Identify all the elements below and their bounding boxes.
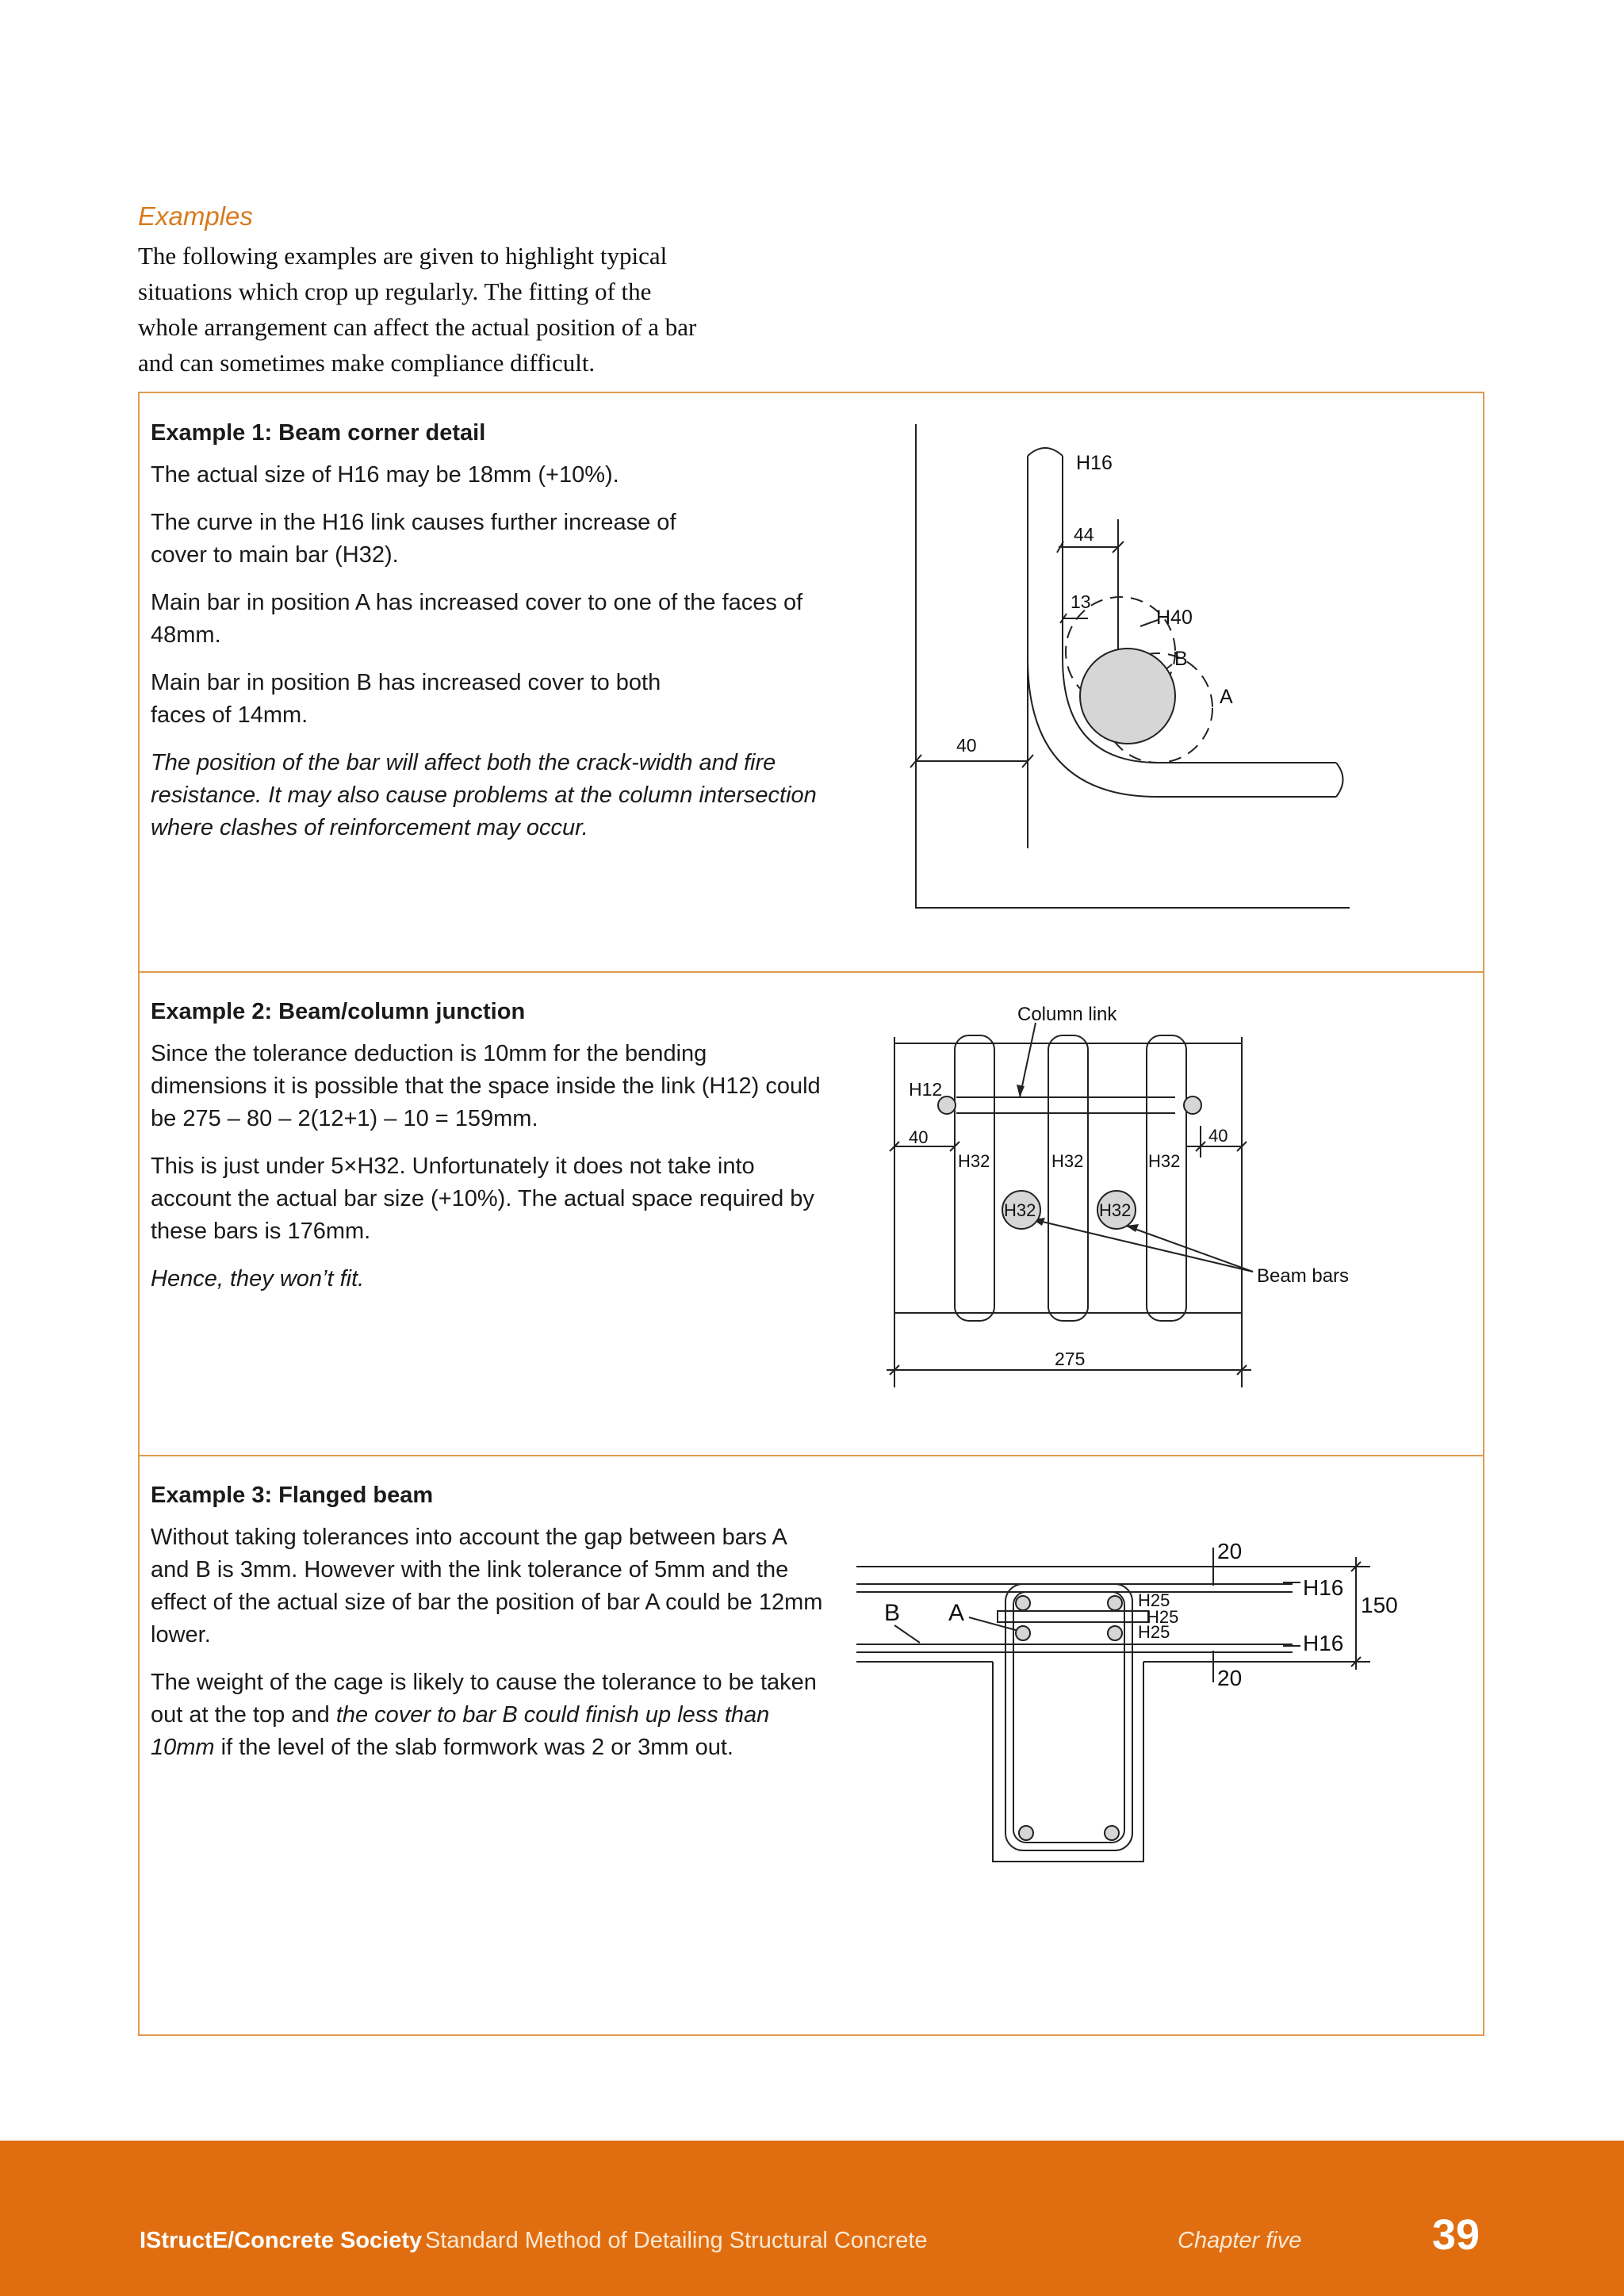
label-h12: H12 <box>909 1079 943 1100</box>
page-number: 39 <box>1432 2211 1480 2259</box>
example1-text <box>151 417 825 859</box>
label-b: B <box>884 1600 901 1626</box>
label-h32-col3: H32 <box>1148 1151 1181 1171</box>
example2-p2: This is just under 5×H32. Unfortunately it does not take into account the actual bar size (+10%). The actual space required by these bars is 176mm. <box>151 1154 814 1244</box>
label-20-bottom: 20 <box>1217 1666 1243 1690</box>
bottom-bar-left <box>1019 1826 1033 1840</box>
flanged-beam-diagram <box>841 1506 1411 1871</box>
example3-p2: The weight of the cage is likely to cause the tolerance to be taken out at the top and the cover to bar B could finish up less than 10mm if the level of the slab formwork was 2 or 3mm out. <box>151 1670 817 1760</box>
example1-p4: Main bar in position B has increased cover to both faces of 14mm. <box>151 670 661 728</box>
h12-bar-right <box>1184 1096 1201 1114</box>
example2-p1: Since the tolerance deduction is 10mm for the bending dimensions it is possible that the space inside the link (H12) could be 275 – 80 – 2(12+1) – 10 = 159mm. <box>151 1041 821 1131</box>
bar-a <box>1016 1626 1030 1640</box>
label-40: 40 <box>956 735 977 756</box>
label-h40: H40 <box>1156 607 1193 629</box>
page-footer <box>0 2141 1624 2296</box>
beam-corner-diagram <box>872 412 1364 920</box>
label-a: A <box>1220 686 1233 708</box>
intro-paragraph: The following examples are given to highlight typical situations which crop up regularly. The fitting of the whole arrangement can affect the actual position of a bar and can sometimes make compliance difficult. <box>138 242 697 377</box>
label-275: 275 <box>1055 1349 1086 1369</box>
label-a: A <box>948 1600 965 1626</box>
label-h32-beam2: H32 <box>1099 1200 1132 1220</box>
footer-title: Standard Method of Detailing Structural Concrete <box>425 2228 928 2253</box>
beam-column-junction-diagram <box>872 991 1380 1403</box>
label-h32-beam1: H32 <box>1004 1200 1036 1220</box>
label-h32-col1: H32 <box>958 1151 990 1171</box>
example1-p5: The position of the bar will affect both the crack-width and fire resistance. It may also cause problems at the column intersection where clashes of reinforcement may occur. <box>151 750 817 840</box>
example2-text <box>151 996 825 1311</box>
h25-bar-mid-right <box>1108 1626 1122 1640</box>
label-b: B <box>1174 648 1188 670</box>
bottom-bar-right <box>1105 1826 1119 1840</box>
main-bar-b <box>1080 649 1175 744</box>
example1-title: Example 1: Beam corner detail <box>151 420 486 446</box>
link-end <box>1336 763 1343 797</box>
label-40-right: 40 <box>1208 1126 1228 1146</box>
label-h16: H16 <box>1076 452 1113 474</box>
label-h16-bottom: H16 <box>1303 1631 1344 1655</box>
divider-2 <box>138 1455 1484 1456</box>
example3-title: Example 3: Flanged beam <box>151 1483 434 1508</box>
column-bar-h32-1 <box>955 1035 994 1321</box>
column-bar-h32-3 <box>1147 1035 1186 1321</box>
example3-text <box>151 1479 825 1779</box>
example3-p1: Without taking tolerances into account the gap between bars A and B is 3mm. However with the link tolerance of 5mm and the effect of the actual size of bar the position of bar A could be 12mm lower. <box>151 1525 823 1647</box>
label-column-link: Column link <box>1017 1004 1117 1025</box>
label-h25-2: H25 <box>1147 1607 1179 1627</box>
link-top-end <box>1028 448 1063 456</box>
footer-org: IStructE/Concrete Society <box>140 2228 423 2253</box>
example1-p3: Main bar in position A has increased cover to one of the faces of 48mm. <box>151 590 803 648</box>
label-h25-3: H25 <box>1138 1622 1170 1642</box>
example2-title: Example 2: Beam/column junction <box>151 999 526 1024</box>
section-heading: Examples <box>138 201 253 231</box>
label-h25-1: H25 <box>1138 1590 1170 1610</box>
h25-bar-top-left <box>1016 1596 1030 1610</box>
label-150: 150 <box>1361 1593 1398 1617</box>
example2-p3: Hence, they won’t fit. <box>151 1266 365 1292</box>
example1-p2: The curve in the H16 link causes further increase of cover to main bar (H32). <box>151 510 676 568</box>
label-44: 44 <box>1074 524 1094 545</box>
column-bar-h32-2 <box>1048 1035 1088 1321</box>
label-beam-bars: Beam bars <box>1257 1265 1350 1287</box>
label-40-left: 40 <box>909 1127 929 1147</box>
label-20-top: 20 <box>1217 1539 1243 1563</box>
example1-p1: The actual size of H16 may be 18mm (+10%). <box>151 462 619 488</box>
h25-bar-top-right <box>1108 1596 1122 1610</box>
label-h32-col2: H32 <box>1051 1151 1084 1171</box>
divider-1 <box>138 971 1484 973</box>
footer-chapter: Chapter five <box>1178 2228 1302 2253</box>
label-h16-top: H16 <box>1303 1575 1344 1600</box>
label-13: 13 <box>1071 591 1091 612</box>
